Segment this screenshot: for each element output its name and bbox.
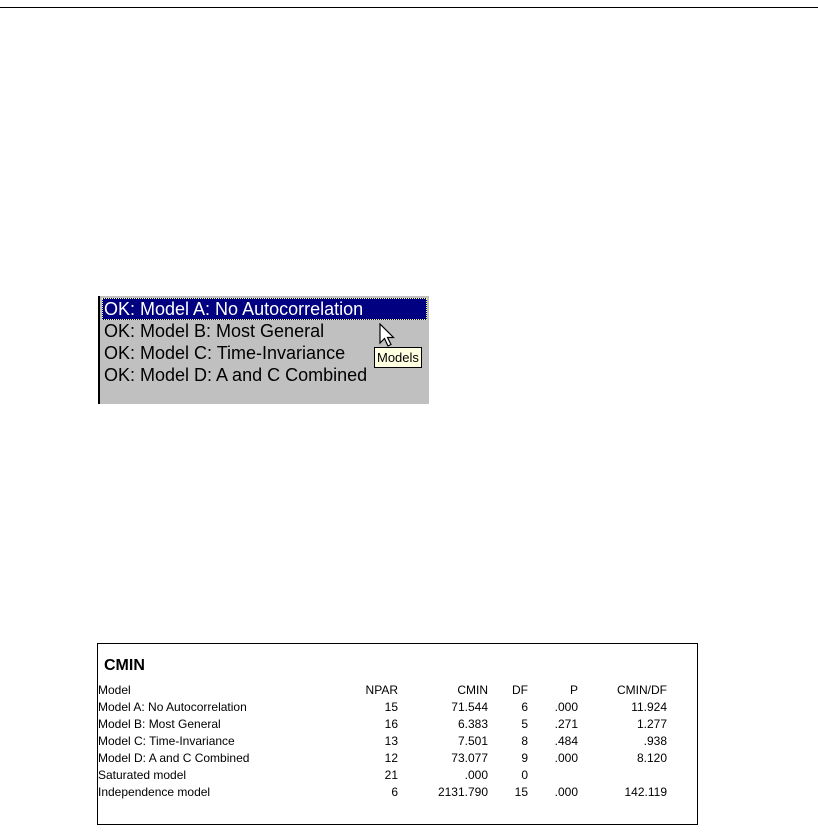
cell-df: 8 bbox=[521, 734, 528, 748]
cell-cmin-df: 8.120 bbox=[636, 751, 667, 765]
cell-p: .000 bbox=[554, 785, 578, 799]
header-cmin: CMIN bbox=[457, 683, 488, 697]
cmin-title: CMIN bbox=[104, 657, 145, 674]
mouse-pointer-icon bbox=[378, 323, 398, 349]
cell-cmin: 7.501 bbox=[457, 734, 488, 748]
cell-npar: 6 bbox=[391, 785, 398, 799]
cell-npar: 15 bbox=[384, 700, 398, 714]
cmin-header-row bbox=[98, 682, 667, 699]
cell-cmin: 73.077 bbox=[451, 751, 488, 765]
table-row bbox=[98, 733, 667, 750]
header-cmin-df: CMIN/DF bbox=[617, 683, 667, 697]
table-row bbox=[98, 767, 667, 784]
page-top-rule bbox=[0, 7, 818, 8]
cell-npar: 21 bbox=[384, 768, 398, 782]
cell-npar: 16 bbox=[384, 717, 398, 731]
header-df: DF bbox=[512, 683, 528, 697]
cell-df: 5 bbox=[521, 717, 528, 731]
cell-df: 15 bbox=[514, 785, 528, 799]
cmin-table-box bbox=[97, 643, 698, 825]
cell-cmin: .000 bbox=[464, 768, 488, 782]
cell-model: Model B: Most General bbox=[98, 717, 221, 731]
cell-cmin: 2131.790 bbox=[437, 785, 488, 799]
header-npar: NPAR bbox=[365, 683, 398, 697]
model-list-item-b[interactable]: OK: Model B: Most General bbox=[104, 321, 325, 341]
cell-df: 6 bbox=[521, 700, 528, 714]
cell-model: Model A: No Autocorrelation bbox=[98, 700, 247, 714]
cell-p: .271 bbox=[554, 717, 578, 731]
cell-npar: 12 bbox=[384, 751, 398, 765]
cell-p: .000 bbox=[554, 700, 578, 714]
model-list-item-a[interactable]: OK: Model A: No Autocorrelation bbox=[102, 298, 427, 320]
header-model: Model bbox=[98, 683, 131, 697]
table-row bbox=[98, 699, 667, 716]
cell-p bbox=[528, 767, 578, 784]
models-tooltip: Models bbox=[374, 347, 422, 368]
cell-cmin-df: 142.119 bbox=[624, 785, 667, 799]
table-row bbox=[98, 784, 667, 801]
cell-cmin: 6.383 bbox=[457, 717, 488, 731]
model-list-item-d[interactable]: OK: Model D: A and C Combined bbox=[104, 365, 368, 385]
cmin-table bbox=[98, 682, 667, 801]
cell-df: 9 bbox=[521, 751, 528, 765]
cell-npar: 13 bbox=[384, 734, 398, 748]
cell-cmin-df: 1.277 bbox=[636, 717, 667, 731]
cell-cmin-df: 11.924 bbox=[631, 700, 667, 714]
cell-model: Saturated model bbox=[98, 768, 187, 782]
cell-model: Model D: A and C Combined bbox=[98, 751, 250, 765]
cell-cmin-df bbox=[578, 767, 667, 784]
cell-model: Independence model bbox=[98, 785, 211, 799]
cell-p: .000 bbox=[554, 751, 578, 765]
header-p: P bbox=[569, 683, 578, 697]
cell-cmin-df: .938 bbox=[643, 734, 667, 748]
table-row bbox=[98, 716, 667, 733]
cell-model: Model C: Time-Invariance bbox=[98, 734, 235, 748]
table-row bbox=[98, 750, 667, 767]
cell-df: 0 bbox=[521, 768, 528, 782]
cell-p: .484 bbox=[554, 734, 578, 748]
cell-cmin: 71.544 bbox=[451, 700, 488, 714]
model-list-item-c[interactable]: OK: Model C: Time-Invariance bbox=[104, 343, 346, 363]
